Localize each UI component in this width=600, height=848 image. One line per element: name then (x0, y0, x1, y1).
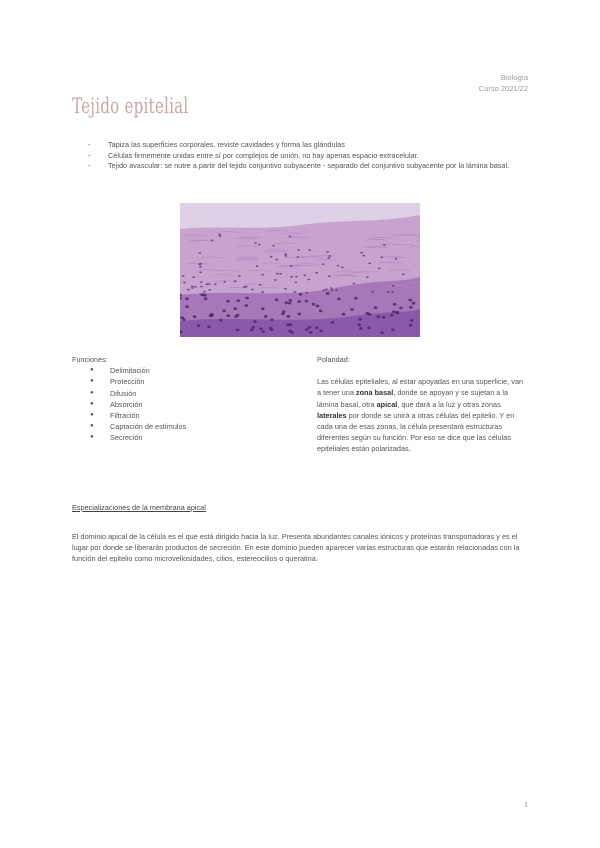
functions-section (72, 354, 292, 444)
document-header (479, 72, 528, 94)
course-label: Curso 2021/22 (478, 84, 528, 93)
list-item: - Tapiza las superficies corporales, reviste cavidades y forma las glándulas (88, 140, 345, 149)
page-title: Tejido epitelial (72, 94, 189, 118)
list-item: - Células firmemente unidas entre sí por complejos de unión, no hay apenas espacio extracelular. (88, 150, 419, 160)
list-item: ● Protección (90, 377, 145, 387)
page-number: 1 (523, 800, 528, 809)
functions-heading: Funciones: (72, 355, 108, 364)
polarity-section (317, 354, 527, 455)
list-item: ● Delimitación (90, 366, 150, 376)
epithelium-micrograph-image (180, 203, 420, 337)
list-item: ● Filtración (90, 411, 140, 421)
list-item: - Tejido avascular: se nutre a partir del tejido conjuntivo subyacente - separado del conjuntivo subyacente por la lámina basal. (88, 161, 510, 171)
subject-label: Biología (500, 73, 528, 82)
section-heading: Especializaciones de la membrana apical (72, 503, 206, 512)
list-item: ● Difusión (90, 388, 137, 398)
polarity-paragraph: Las células epiteliales, al estar apoyadas en una superficie, van a tener una zona basal, donde se apoyan y se sujetan a la lámina basal, otra apical, que dará a la luz y otras zonas laterales por donde se unirá a otras células del epitelio. Y en cada una de esas zonas, la célula presentará estructuras diferentes según su función. Por eso se dice que las células epiteliales están polarizadas. (317, 377, 524, 454)
section-body: El dominio apical de la célula es el que está dirigido hacia la luz. Presenta abundantes canales iónicos y proteínas transportadoras y es el lugar por donde se liberarán productos de secreción. En este dominio pueden aparecer varias estructuras que estarán relacionadas con la función del epitelio como microvellosidades, cilios, estereocilios o queratina. (72, 532, 520, 564)
list-item: ● Captación de estímulos (90, 422, 187, 432)
epithelium-micrograph-icon (180, 203, 420, 337)
polarity-heading: Polaridad: (317, 355, 350, 364)
intro-list (88, 140, 528, 172)
list-item: ● Absorción (90, 399, 143, 409)
list-item: ● Secreción (90, 433, 143, 443)
